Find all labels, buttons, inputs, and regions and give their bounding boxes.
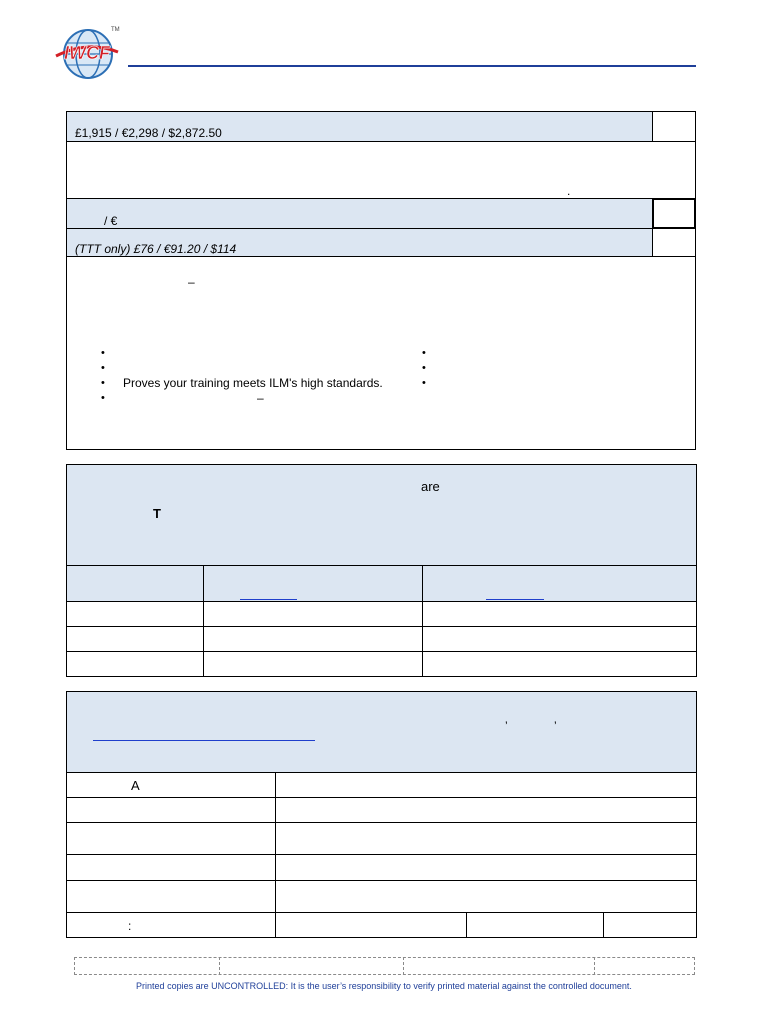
form-email-link[interactable] (93, 740, 315, 741)
iwcf-logo (52, 26, 122, 82)
logo-text: IWCF (64, 43, 110, 63)
dates-col2-link[interactable] (240, 599, 297, 600)
fees-row-1-checkbox[interactable] (652, 111, 696, 142)
form-field-4[interactable] (276, 855, 696, 880)
form-field-2[interactable] (276, 798, 696, 822)
fees-row-4-checkbox[interactable] (652, 228, 696, 257)
form-field-6b[interactable] (467, 913, 603, 938)
fees-row-3 (67, 199, 652, 228)
form-mark-1: ’ (505, 719, 508, 733)
form-field-1[interactable] (276, 773, 696, 797)
form-header (67, 692, 696, 772)
trademark-mark: TM (111, 27, 120, 33)
form-field-6a[interactable] (276, 913, 466, 938)
fees-row-2-dot: . (567, 184, 571, 198)
dates-row-1[interactable] (67, 602, 696, 626)
form-row-6-label: : (128, 919, 132, 933)
form-row-1-label: A (131, 778, 140, 793)
dates-letter-t: T (153, 506, 161, 521)
dates-header (67, 465, 696, 565)
header-rule (128, 65, 696, 67)
footer-doc-control-box (74, 957, 695, 975)
form-mark-2: ’ (554, 719, 557, 733)
fees-row-4-text: (TTT only) £76 / €91.20 / $114 (75, 242, 237, 256)
bullet-left-4-dash: – (257, 391, 264, 405)
fees-row-3-checkbox[interactable] (652, 198, 696, 229)
dates-column-header-row (67, 566, 696, 601)
bullet-left-3: • Proves your training meets ILM's high standards. (123, 376, 383, 391)
fees-dash: – (188, 275, 195, 289)
dates-row-3[interactable] (67, 652, 696, 676)
dates-row-2[interactable] (67, 627, 696, 651)
fees-box (66, 111, 696, 450)
dates-col3-link[interactable] (486, 599, 544, 600)
form-field-5[interactable] (276, 881, 696, 912)
footer-uncontrolled-note: Printed copies are UNCONTROLLED: It is the user’s responsibility to verify printed material against the controlled document. (136, 981, 632, 991)
dates-word-are: are (421, 479, 440, 494)
form-field-3[interactable] (276, 823, 696, 854)
fees-row-3-text: / € (104, 214, 118, 228)
form-field-6c[interactable] (604, 913, 696, 938)
fees-row-1-price: £1,915 / €2,298 / $2,872.50 (75, 126, 222, 140)
